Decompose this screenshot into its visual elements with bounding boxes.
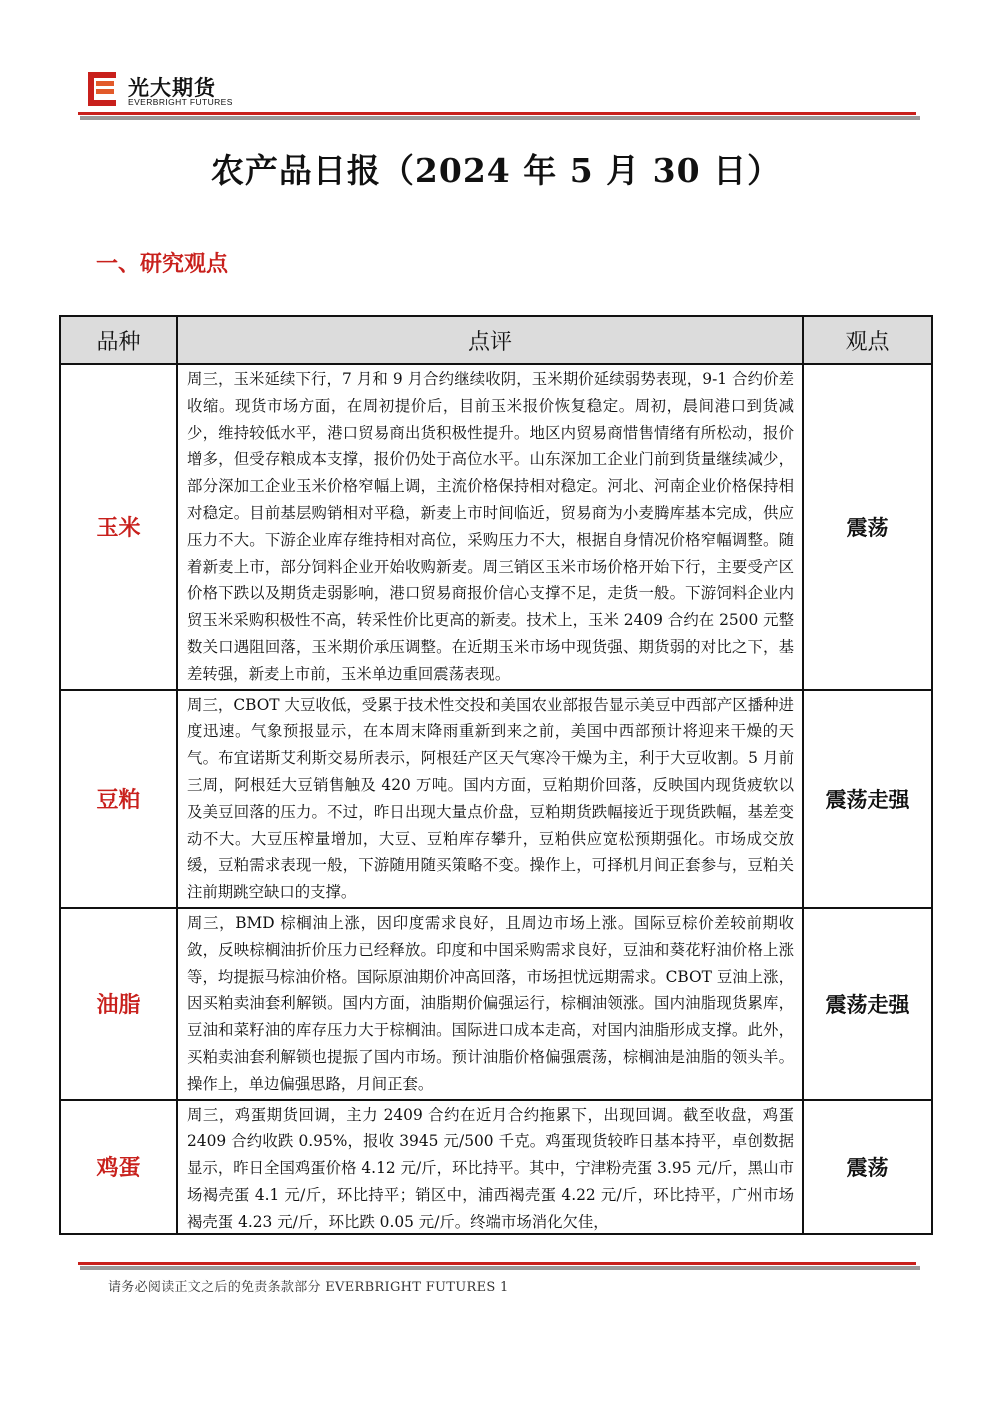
view-cell: 震荡走强 xyxy=(803,690,932,908)
everbright-logo-icon xyxy=(88,72,118,106)
table-header-row xyxy=(60,316,932,364)
variety-cell: 油脂 xyxy=(60,908,177,1100)
variety-cell: 玉米 xyxy=(60,364,177,690)
comment-text: 周三，鸡蛋期货回调，主力 2409 合约在近月合约拖累下，出现回调。截至收盘，鸡蛋 2409 合约收跌 0.95%，报收 3945 元/500 千克。鸡蛋现货较昨日基本持平，卓创数据显示，昨日全国鸡蛋价格 4.12 元/斤，环比持平。其中，宁津粉壳蛋 3.95 元/斤，黑山市场褐壳蛋 4.1 元/斤，环比持平；销区中，浦西褐壳蛋 4.22 元/斤，环比持平，广州市场褐壳蛋 4.23 元/斤，环比跌 0.05 元/斤。终端市场消化欠佳， xyxy=(187,1105,794,1231)
view-cell: 震荡 xyxy=(803,1100,932,1234)
comment-cell xyxy=(177,1100,803,1234)
table-row xyxy=(60,908,932,1100)
variety-cell: 鸡蛋 xyxy=(60,1100,177,1234)
footer-disclaimer: 请务必阅读正文之后的免责条款部分 EVERBRIGHT FUTURES 1 xyxy=(108,1280,509,1295)
column-header-comment: 点评 xyxy=(177,316,803,364)
comment-cell: 周三，CBOT 大豆收低，受累于技术性交投和美国农业部报告显示美豆中西部产区播种进度迅速。气象预报显示，在本周末降雨重新到来之前，美国中西部预计将迎来干燥的天气。布宜诺斯艾利斯交易所表示，阿根廷产区天气寒冷干燥为主，利于大豆收割。5 月前三周，阿根廷大豆销售触及 420 万吨。国内方面，豆粕期价回落，反映国内现货疲软以及美豆回落的压力。不过，昨日出现大量点价盘，豆粕期货跌幅接近于现货跌幅，基差变动不大。大豆压榨量增加，大豆、豆粕库存攀升，豆粕供应宽松预期强化。市场成交放缓，豆粕需求表现一般，下游随用随买策略不变。操作上，可择机月间正套参与，豆粕关注前期跳空缺口的支撑。 xyxy=(177,690,803,908)
table-row xyxy=(60,364,932,690)
view-cell: 震荡走强 xyxy=(803,908,932,1100)
section-heading: 一、研究观点 xyxy=(96,252,229,277)
footer-divider xyxy=(78,1262,916,1265)
comment-cell: 周三，BMD 棕榈油上涨，因印度需求良好，且周边市场上涨。国际豆棕价差较前期收敛，反映棕榈油折价压力已经释放。印度和中国采购需求良好，豆油和葵花籽油价格上涨等，均提振马棕油价格。国际原油期价冲高回落，市场担忧远期需求。CBOT 豆油上涨，因买粕卖油套利解锁。国内方面，油脂期价偏强运行，棕榈油领涨。国内油脂现货累库，豆油和菜籽油的库存压力大于棕榈油。国际进口成本走高，对国内油脂形成支撑。此外，买粕卖油套利解锁也提振了国内市场。预计油脂价格偏强震荡，棕榈油是油脂的领头羊。操作上，单边偏强思路，月间正套。 xyxy=(177,908,803,1100)
header-divider-shadow xyxy=(80,116,920,120)
company-logo xyxy=(88,72,248,108)
research-view-table xyxy=(59,315,933,1235)
column-header-view: 观点 xyxy=(803,316,932,364)
logo-chinese-name: 光大期货 xyxy=(128,76,216,100)
view-cell: 震荡 xyxy=(803,364,932,690)
table-row xyxy=(60,1100,932,1234)
report-title: 农产品日报（2024 年 5 月 30 日） xyxy=(210,151,782,190)
variety-cell: 豆粕 xyxy=(60,690,177,908)
logo-english-name: EVERBRIGHT FUTURES xyxy=(128,97,233,107)
footer-divider-shadow xyxy=(80,1266,920,1270)
comment-cell: 周三，玉米延续下行，7 月和 9 月合约继续收阴，玉米期价延续弱势表现，9-1 合约价差收缩。现货市场方面，在周初提价后，目前玉米报价恢复稳定。周初，晨间港口到货减少，维持较低水平，港口贸易商出货积极性提升。地区内贸易商惜售情绪有所松动，报价增多，但受存粮成本支撑，报价仍处于高位水平。山东深加工企业门前到货量继续减少，部分深加工企业玉米价格窄幅上调，主流价格保持相对稳定。河北、河南企业价格保持相对稳定。目前基层购销相对平稳，新麦上市时间临近，贸易商为小麦腾库基本完成，供应压力不大。下游企业库存维持相对高位，采购压力不大，根据自身情况价格窄幅调整。随着新麦上市，部分饲料企业开始收购新麦。周三销区玉米市场价格开始下行，主要受产区价格下跌以及期货走弱影响，港口贸易商报价信心支撑不足，走货一般。下游饲料企业内贸玉米采购积极性不高，转采性价比更高的新麦。技术上，玉米 2409 合约在 2500 元整数关口遇阻回落，玉米期价承压调整。在近期玉米市场中现货强、期货弱的对比之下，基差转强，新麦上市前，玉米单边重回震荡表现。 xyxy=(177,364,803,690)
table-row xyxy=(60,690,932,908)
header-divider xyxy=(78,112,916,115)
column-header-variety: 品种 xyxy=(60,316,177,364)
